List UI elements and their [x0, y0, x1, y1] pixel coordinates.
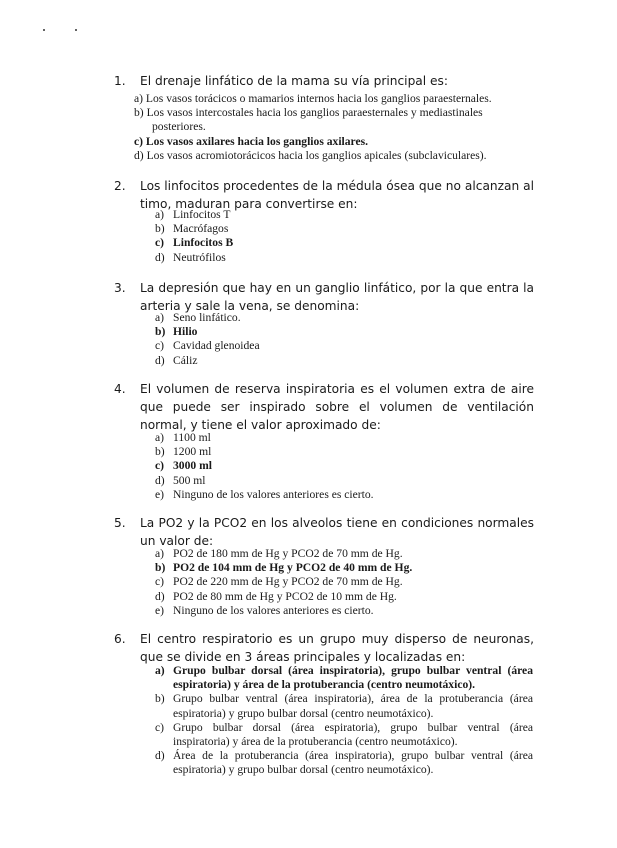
option-letter: e): [155, 603, 165, 617]
option-text: Los vasos acromiotorácicos hacia los ganglios apicales (subclaviculares).: [146, 148, 487, 162]
option-e: [155, 488, 533, 502]
option-text: Ninguno de los valores anteriores es cierto.: [173, 487, 374, 501]
option-letter: a): [155, 311, 165, 324]
option-letter: d): [155, 589, 165, 603]
option-text: Los vasos axilares hacia los ganglios axilares.: [145, 134, 369, 148]
option-text: 500 ml: [173, 473, 206, 487]
option-letter: c): [155, 459, 165, 473]
question-stem: El drenaje linfático de la mama su vía principal es:: [140, 74, 448, 88]
option-text: 1200 ml: [173, 445, 212, 459]
option-b: [134, 106, 534, 134]
question-stem: Los linfocitos procedentes de la médula ósea que no alcanzan al timo, maduran para convertirse en:: [140, 179, 534, 211]
question-5: [114, 514, 534, 550]
option-text: Macrófagos: [173, 222, 229, 236]
option-a: [155, 208, 533, 222]
option-b-correct: [155, 561, 533, 575]
option-c: [155, 575, 533, 589]
option-d: [155, 354, 533, 368]
option-text: Cavidad glenoidea: [173, 339, 260, 353]
question-number: 3.: [114, 281, 126, 295]
option-c: [155, 721, 533, 749]
question-3: [114, 279, 534, 315]
option-text: Grupo bulbar ventral (área inspiratoria), área de la protuberancia (área espiratoria) y grupo bulbar dorsal (centro neumotáxico).: [173, 692, 533, 720]
option-b-correct: [155, 325, 533, 339]
option-letter: a): [155, 208, 165, 221]
option-a-correct: [155, 664, 533, 692]
option-b: [155, 692, 533, 720]
option-text: Los vasos torácicos o mamarios internos hacia los ganglios paraesternales.: [145, 92, 492, 105]
option-text: Cáliz: [173, 353, 198, 367]
options-list-5: [155, 547, 533, 618]
option-c: [155, 339, 533, 353]
option-text: Linfocitos B: [173, 236, 234, 250]
option-b: [155, 222, 533, 236]
question-number: 4.: [114, 382, 126, 396]
options-list-6: [155, 664, 533, 778]
option-d: [155, 749, 533, 777]
question-number: 2.: [114, 179, 126, 193]
option-text: Los vasos intercostales hacia los ganglios paraesternales y mediastinales: [146, 106, 483, 120]
option-letter: d): [155, 749, 165, 763]
option-d: [155, 590, 533, 604]
option-text: Grupo bulbar dorsal (área espiratoria), grupo bulbar ventral (área inspiratoria) y área de la protuberancia (centro neumotáxico).: [173, 720, 533, 749]
option-text: PO2 de 80 mm de Hg y PCO2 de 10 mm de Hg.: [173, 589, 397, 603]
option-text: 1100 ml: [173, 431, 211, 444]
question-number: 5.: [114, 516, 126, 530]
option-text: Ninguno de los valores anteriores es cierto.: [173, 603, 374, 617]
option-letter: c): [155, 720, 165, 734]
option-letter: c): [134, 134, 144, 148]
option-letter: e): [155, 487, 165, 501]
options-list-3: [155, 311, 533, 368]
question-number: 1.: [114, 74, 126, 88]
option-a: [134, 92, 534, 106]
option-d: [155, 474, 533, 488]
scan-mark-left: [43, 29, 45, 31]
question-6: [114, 630, 534, 666]
option-b: [155, 445, 533, 459]
option-letter: c): [155, 339, 165, 353]
option-letter: d): [155, 353, 165, 367]
option-letter: b): [155, 692, 165, 706]
option-letter: a): [134, 92, 144, 105]
question-stem: La depresión que hay en un ganglio linfático, por la que entra la arteria y sale la vena, se denomina:: [140, 281, 534, 313]
option-letter: d): [155, 473, 165, 487]
options-list-2: [155, 208, 533, 265]
question-stem: El centro respiratorio es un grupo muy disperso de neuronas, que se divide en 3 áreas principales y localizadas en:: [140, 632, 534, 664]
option-c-correct: [155, 459, 533, 473]
option-text: Área de la protuberancia (área inspiratoria), grupo bulbar ventral (área espiratoria) y grupo bulbar dorsal (centro neumotáxico).: [173, 749, 533, 777]
option-letter: c): [155, 575, 165, 589]
option-letter: d): [155, 250, 165, 264]
options-list-1: [134, 92, 534, 163]
option-text: Seno linfático.: [173, 311, 241, 324]
option-letter: b): [155, 561, 166, 575]
option-letter: b): [134, 106, 144, 120]
option-text: Linfocitos T: [173, 208, 231, 221]
options-list-4: [155, 431, 533, 502]
option-letter: b): [155, 325, 166, 339]
option-a: [155, 547, 533, 561]
option-text: PO2 de 180 mm de Hg y PCO2 de 70 mm de Hg.: [173, 547, 403, 560]
option-a: [155, 431, 533, 445]
option-letter: b): [155, 445, 165, 459]
question-stem: La PO2 y la PCO2 en los alveolos tiene en condiciones normales un valor de:: [140, 516, 534, 548]
option-a: [155, 311, 533, 325]
option-text: Hilio: [173, 325, 198, 339]
option-text: Neutrófilos: [173, 250, 226, 264]
option-letter: d): [134, 148, 144, 162]
option-d: [134, 149, 534, 163]
question-number: 6.: [114, 632, 126, 646]
option-e: [155, 604, 533, 618]
option-c-correct: [134, 135, 534, 149]
option-letter: a): [155, 431, 165, 444]
question-4: [114, 380, 534, 434]
option-d: [155, 251, 533, 265]
option-letter: c): [155, 236, 165, 250]
option-text: PO2 de 220 mm de Hg y PCO2 de 70 mm de Hg.: [173, 575, 403, 589]
option-text: PO2 de 104 mm de Hg y PCO2 de 40 mm de Hg.: [173, 561, 413, 575]
option-c-correct: [155, 236, 533, 250]
option-text: Grupo bulbar dorsal (área inspiratoria), grupo bulbar ventral (área espiratoria) y área de la protuberancia (centro neumotáxico).: [173, 664, 533, 692]
option-letter: a): [155, 547, 165, 560]
option-text: 3000 ml: [173, 459, 212, 473]
question-stem: El volumen de reserva inspiratoria es el volumen extra de aire que puede ser inspirado sobre el volumen de ventilación normal, y tiene el valor aproximado de:: [140, 382, 534, 432]
option-letter: b): [155, 222, 165, 236]
question-1: [114, 72, 534, 90]
scan-mark-right: [75, 29, 77, 31]
option-letter: a): [155, 664, 165, 677]
option-text-continued: posteriores.: [152, 120, 206, 134]
